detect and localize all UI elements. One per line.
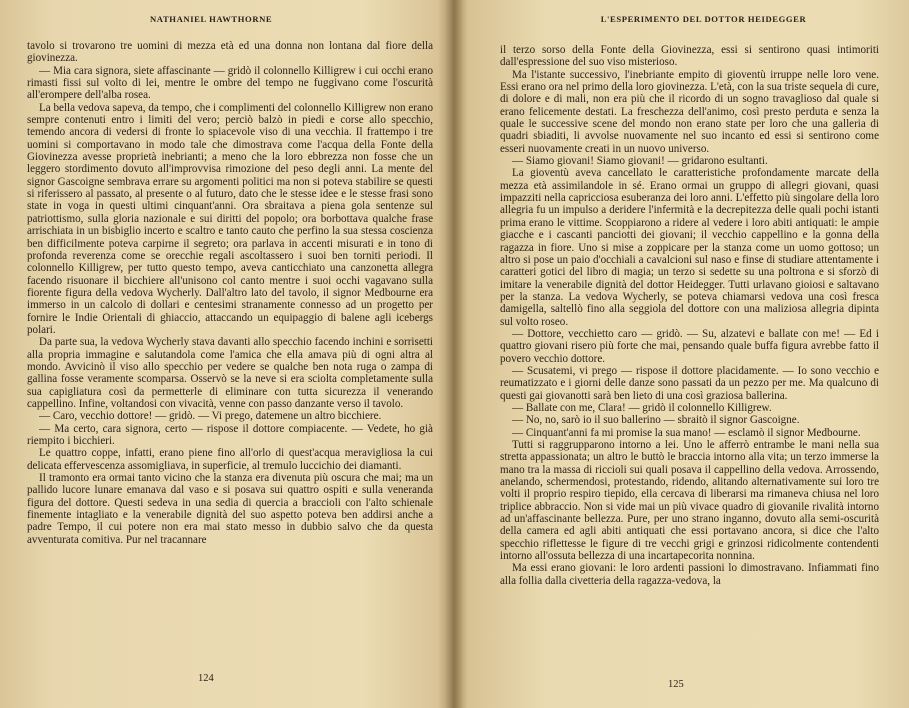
left-page — [0, 0, 451, 708]
paragraph: Ma essi erano giovani: le loro ardenti passioni lo dimostravano. Infiammati fino alla follia dalla civetteria della ragazza-vedova, la — [500, 562, 879, 587]
paragraph: — Cinquant'anni fa mi promise la sua mano! — esclamò il signor Medbourne. — [512, 426, 861, 439]
paragraph: — Siamo giovani! Siamo giovani! — gridarono esultanti. — [512, 155, 768, 168]
paragraph: Il tramonto era ormai tanto vicino che la stanza era divenuta più oscura che mai; ma un pallido lucore lunare emanava dal vaso e si posava sui quattro ospiti e sulla veneranda figura del dottore. Questi sedeva in una sedia di quercia a braccioli con l'alto schienale finemente intagliato e la venerabile dignità del suo aspetto poteva ben addirsi anche a padre Tempo, il cui potere non era mai stato messo in dubbio salvo che da questa avventurata comitiva. Pur nel tracannare — [27, 472, 433, 546]
paragraph: La gioventù aveva cancellato le caratteristiche profondamente marcate della mezza età assimilandole in sé. Erano ormai un gruppo di allegri giovani, quasi impazziti nella capricciosa esuberanza dei loro anni. L'effetto più singolare della loro allegria fu un impulso a deridere l'infermità e la decrepitezza delle quali pochi istanti prima erano le vittime. Scoppiarono a ridere al vedere i loro abiti antiquati: le ampie giacche e i cascanti panciotti dei giovani; il vecchio cappellino e la gonna della ragazza in fiore. Uno si mise a zoppicare per la stanza come un uomo gottoso; un altro si pose un paio d'occhiali a cavalcioni sul naso e finse di studiare attentamente i caratteri gotici del libro di magia; un terzo si sedette su una poltrona e si sforzò di imitare la venerabile dignità del dottor Heidegger. Tutti urlavano gioiosi e saltavano per la stanza. La vedova Wycherly, se poteva chiamarsi vedova una così fresca damigella, saltellò fino alla seggiola del dottore con una maliziosa allegria dipinta sul volto roseo. — [500, 167, 879, 328]
paragraph: — Ballate con me, Clara! — gridò il colonnello Killigrew. — [512, 401, 772, 414]
paragraph: tavolo si trovarono tre uomini di mezza età ed una donna non lontana dal fiore della giovinezza. — [27, 40, 433, 65]
page-number-left: 124 — [198, 673, 214, 684]
paragraph: — Scusatemi, vi prego — rispose il dottore placidamente. — Io sono vecchio e reumatizzato e i giorni delle danze sono passati da un pezzo per me. Ma qualcuno di questi gai giovanotti sarà ben lieto di una così graziosa ballerina. — [500, 364, 879, 402]
paragraph: — No, no, sarò io il suo ballerino — sbraitò il signor Gascoigne. — [512, 414, 800, 427]
paragraph: Le quattro coppe, infatti, erano piene fino all'orlo di quest'acqua meravigliosa la cui delicata effervescenza assomigliava, in superficie, al tremulo luccichio dei diamanti. — [27, 447, 433, 472]
left-page-body — [27, 40, 433, 546]
paragraph: Tutti si raggrupparono intorno a lei. Uno le afferrò entrambe le mani nella sua stretta appassionata; un altro le buttò le braccia intorno alla vita; un terzo immerse la mano tra la massa di riccioli sui quali posava il cappellino della vedova. Arrossendo, anelando, schermendosi, protestando, ridendo, alitando alternativamente sui loro tre volti il proprio respiro tiepido, ella cercava di liberarsi ma rimaneva chiusa nel loro triplice abbraccio. Non si vide mai un più vivace quadro di giovanile rivalità intorno ad un'affascinante bellezza. Pure, per uno strano inganno, dovuto alla semi-oscurità della camera ed agli abiti antiquati che essi portavano ancora, si dice che l'alto specchio riflettesse le figure di tre vecchi grigi e grinzosi ridicolmente contendenti intorno all'ossuta bellezza di una incartapecorita nonnina. — [500, 439, 879, 563]
running-head-right: L'ESPERIMENTO DEL DOTTOR HEIDEGGER — [600, 14, 807, 24]
paragraph: Ma l'istante successivo, l'inebriante empito di gioventù irruppe nelle loro vene. Essi erano ora nel primo della loro giovinezza. L'età, con la sua triste sequela di cure, di dolore e di mali, non era più che il ricordo di un sogno travaglioso dal quale si erano felicemente destati. La freschezza dell'animo, così presto perduta e senza la quale le successive scene del mondo non erano state per loro che una galleria di quadri sbiaditi, li avvolse nuovamente nel suo incanto ed essi si sentirono come esseri nuovamente creati in un nuovo universo. — [500, 68, 879, 155]
paragraph: Da parte sua, la vedova Wycherly stava davanti allo specchio facendo inchini e sorrisetti alla propria immagine e salutandola come l'amica che ella amava più di ogni altra al mondo. Avvicinò il viso allo specchio per vedere se qualche ben nota ruga o zampa di gallina fosse veramente scomparsa. Osservò se la neve si era sciolta completamente sulla sua capigliatura così da permetterle di eliminare con tutta sicurezza il venerando cappellino. Infine, voltandosi con vivacità, venne con passo danzante verso il tavolo. — [27, 336, 433, 410]
right-page-body — [500, 44, 879, 587]
paragraph: — Dottore, vecchietto caro — gridò. — Su, alzatevi e ballate con me! — Ed i quattro giovani risero più forte che mai, pensando quale buffa figura avrebbe fatto il povero vecchio dottore. — [500, 327, 879, 365]
paragraph: — Caro, vecchio dottore! — gridò. — Vi prego, datemene un altro bicchiere. — [39, 410, 382, 423]
right-page — [458, 0, 909, 708]
running-head-left: NATHANIEL HAWTHORNE — [150, 14, 273, 24]
paragraph: — Ma certo, cara signora, certo — rispose il dottore compiacente. — Vedete, ho già riempito i bicchieri. — [27, 422, 433, 447]
paragraph: il terzo sorso della Fonte della Giovinezza, essi si sentirono quasi intimoriti dall'espressione del suo viso misterioso. — [500, 44, 879, 69]
paragraph: — Mia cara signora, siete affascinante — gridò il colonnello Killigrew i cui occhi erano rimasti fissi sul volto di lei, mentre le ombre del tempo ne fuggivano come l'oscurità all'erompere dell'alba rosea. — [27, 64, 433, 102]
paragraph: La bella vedova sapeva, da tempo, che i complimenti del colonnello Killigrew non erano sempre contenuti entro i limiti del vero; perciò balzò in piedi e corse allo specchio, temendo ancora di vedersi di fronte lo spiacevole viso di una vecchia. Il frattempo i tre uomini si comportavano in modo tale che dimostrava come l'acqua della Fonte della Giovinezza avesse proprietà inebrianti; a meno che la loro ebbrezza non fosse che un leggero stordimento dovuto all'improvvisa rimozione del peso degli anni. La mente del signor Gascoigne sembrava errare su argomenti politici ma non si poteva stabilire se questi si riferissero al passato, al presente o al futuro, dato che le stesse idee e le stesse frasi sono state in voga in questi ultimi cinquant'anni. Ora sbraitava a piena gola sentenze sul patriottismo, sulla gloria nazionale e sui diritti del popolo; ora borbottava qualche frase arrischiata in un bisbiglio incerto e scaltro e tanto cauto che perfino la sua stessa coscienza ben difficilmente poteva carpirne il segreto; ora parlava in accenti misurati e in tono di profonda reverenza come se orecchie regali ascoltassero i suoi ben torniti periodi. Il colonnello Killigrew, per tutto questo tempo, aveva canticchiato una canzonetta allegra facendo risuonare il bicchiere all'unisono col canto mentre i suoi occhi vagavano sulla fiorente figura della vedova Wycherly. Dall'altro lato del tavolo, il signor Medbourne era immerso in un calcolo di dollari e centesimi stranamente connesso ad un progetto per fornire le Indie Orientali di ghiaccio, attaccando un equipaggio di balene agli icebergs polari. — [27, 101, 434, 336]
page-number-right: 125 — [668, 679, 684, 690]
